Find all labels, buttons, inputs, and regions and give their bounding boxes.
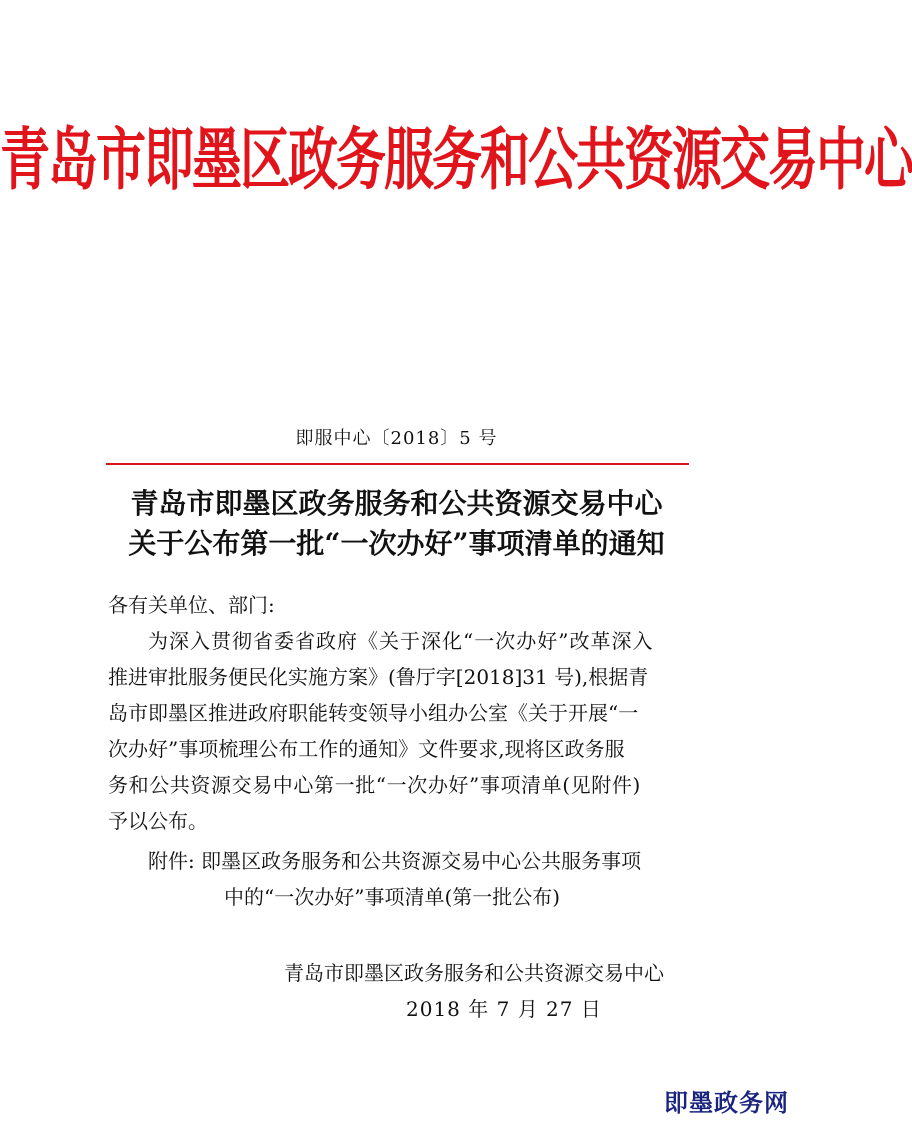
attachment-line-2: 中的“一次办好”事项清单(第一批公布) xyxy=(224,885,561,909)
red-divider-rule xyxy=(106,463,689,465)
masthead-org-name: 青岛市即墨区政务服务和公共资源交易中心 xyxy=(0,120,912,200)
site-watermark: 即墨政务网 xyxy=(664,1089,789,1117)
body-line: 务和公共资源交易中心第一批“一次办好”事项清单(见附件) xyxy=(108,773,641,797)
salutation: 各有关单位、部门: xyxy=(108,593,275,617)
notice-title-line-1: 青岛市即墨区政务服务和公共资源交易中心 xyxy=(130,487,663,520)
body-line: 次办好”事项梳理公布工作的通知》文件要求,现将区政务服 xyxy=(108,737,625,761)
body-line: 予以公布。 xyxy=(108,809,208,833)
body-line: 岛市即墨区推进政府职能转变领导小组办公室《关于开展“一 xyxy=(108,701,639,725)
attachment-line-1: 附件: 即墨区政务服务和公共资源交易中心公共服务事项 xyxy=(148,849,642,873)
signature-date: 2018 年 7 月 27 日 xyxy=(406,997,602,1021)
body-line: 推进审批服务便民化实施方案》(鲁厅字[2018]31 号),根据青 xyxy=(108,665,649,689)
signature-org: 青岛市即墨区政务服务和公共资源交易中心 xyxy=(284,961,664,985)
notice-title-line-2: 关于公布第一批“一次办好”事项清单的通知 xyxy=(128,527,665,560)
document-number: 即服中心〔2018〕5 号 xyxy=(295,428,498,449)
body-line: 为深入贯彻省委省政府《关于深化“一次办好”改革深入 xyxy=(148,629,654,653)
